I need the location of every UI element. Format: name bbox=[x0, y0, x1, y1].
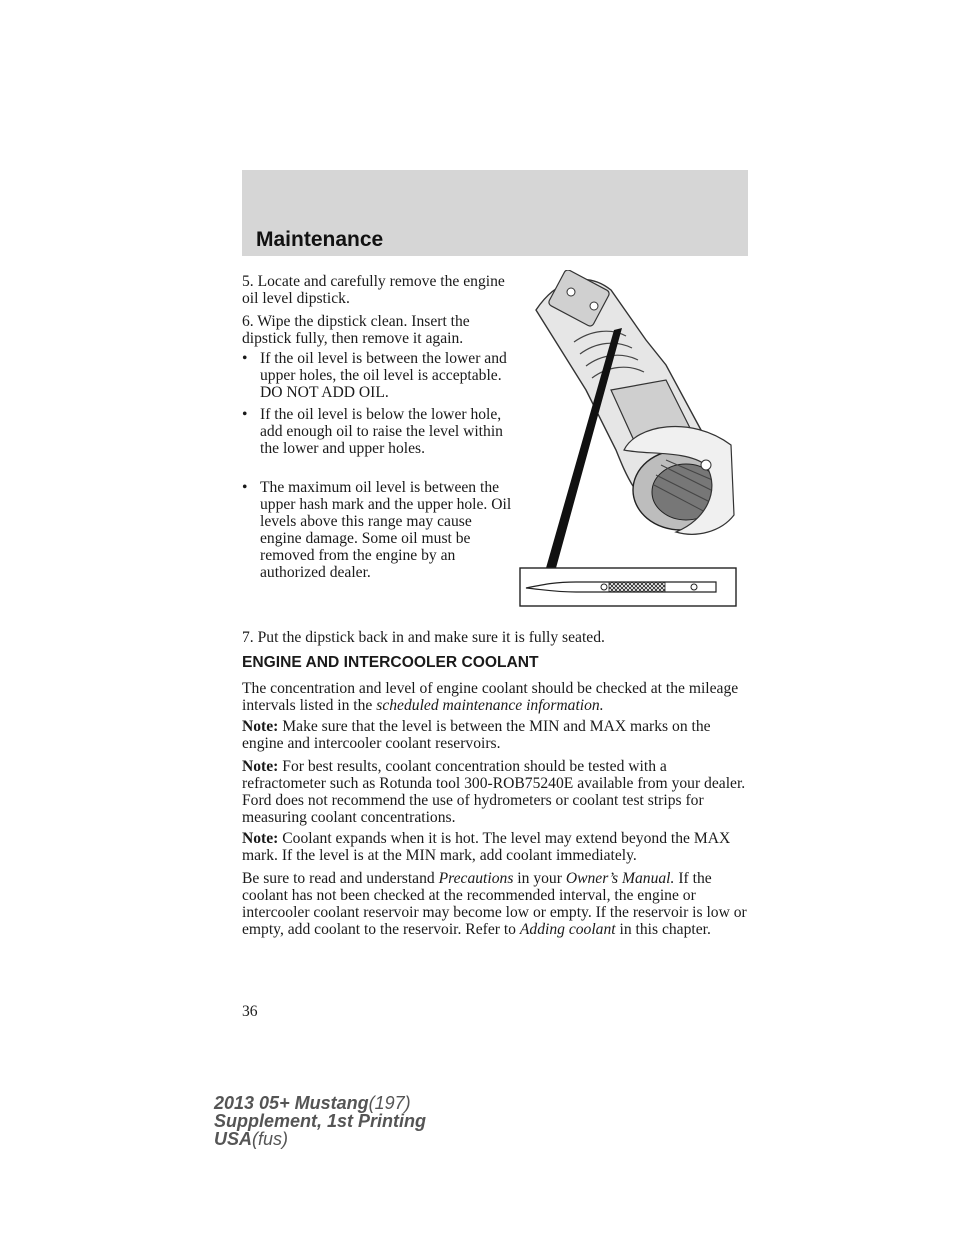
intro-text: The concentration and level of engine coolant should be checked at the mileage intervals listed in the bbox=[242, 680, 739, 714]
scheduled-maintenance-ref: scheduled maintenance information. bbox=[376, 697, 604, 714]
step-7: 7. Put the dipstick back in and make sure it is fully seated. bbox=[242, 629, 605, 646]
adding-coolant-ref: Adding coolant bbox=[519, 921, 616, 938]
paragraph-text: Be sure to read and understand bbox=[242, 870, 435, 887]
bullet-marker: • bbox=[242, 406, 248, 423]
precautions-ref: Precautions bbox=[438, 870, 514, 887]
precautions-paragraph bbox=[242, 870, 750, 938]
bullet-text: The maximum oil level is between the upper hash mark and the upper hole. Oil levels above this range may cause engine damage. Some oil must be removed from the engine by an authorized dealer. bbox=[260, 479, 512, 581]
footer-model: 2013 05+ Mustang bbox=[214, 1093, 369, 1113]
bullet-marker: • bbox=[242, 479, 248, 496]
section-heading: ENGINE AND INTERCOOLER COOLANT bbox=[242, 654, 539, 671]
footer-model-code: (197) bbox=[368, 1093, 411, 1113]
footer-line-1 bbox=[214, 1094, 426, 1112]
note-label: Note: bbox=[242, 718, 279, 735]
owners-manual-ref: Owner’s Manual. bbox=[565, 870, 675, 887]
step-5: 5. Locate and carefully remove the engine oil level dipstick. bbox=[242, 273, 505, 307]
document-footer bbox=[214, 1094, 426, 1148]
note-3 bbox=[242, 830, 750, 864]
bullet-item-2 bbox=[242, 406, 512, 457]
note-text: Make sure that the level is between the MIN and MAX marks on the engine and intercooler coolant reservoirs. bbox=[242, 718, 711, 752]
bullet-text: If the oil level is between the lower and upper holes, the oil level is acceptable. DO NOT ADD OIL. bbox=[260, 350, 507, 401]
page-number: 36 bbox=[242, 1003, 258, 1020]
bullet-text: If the oil level is below the lower hole, add enough oil to raise the level within the lower and upper holes. bbox=[260, 406, 503, 457]
note-text: For best results, coolant concentration should be tested with a refractometer such as Rotunda tool 300-ROB75240E available from your dealer. Ford does not recommend the use of hydrometers or coolant test strips for measuring coolant concentrations. bbox=[242, 758, 746, 826]
footer-market: USA bbox=[214, 1129, 253, 1149]
footer-line-2: Supplement, 1st Printing bbox=[214, 1111, 427, 1131]
coolant-intro bbox=[242, 680, 750, 714]
note-text: Coolant expands when it is hot. The level may extend beyond the MAX mark. If the level is at the MIN mark, add coolant immediately. bbox=[242, 830, 731, 864]
paragraph-text: If the coolant has not been checked at the recommended interval, the engine or intercooler coolant reservoir may become low or empty. If the reservoir is low or empty, add coolant to the reservoir. Refer to bbox=[242, 870, 747, 938]
footer-line-3 bbox=[214, 1130, 426, 1148]
bullet-item-3 bbox=[242, 479, 512, 581]
note-1 bbox=[242, 718, 750, 752]
dipstick-illustration bbox=[516, 270, 740, 610]
note-label: Note: bbox=[242, 758, 279, 775]
step-6: 6. Wipe the dipstick clean. Insert the dipstick fully, then remove it again. bbox=[242, 313, 470, 347]
note-2 bbox=[242, 758, 750, 826]
section-header-band bbox=[242, 170, 748, 256]
section-title: Maintenance bbox=[256, 228, 384, 251]
footer-market-code: (fus) bbox=[252, 1129, 289, 1149]
paragraph-text: in this chapter. bbox=[619, 921, 711, 938]
paragraph-text: in your bbox=[517, 870, 562, 887]
bullet-item-1 bbox=[242, 350, 512, 401]
note-label: Note: bbox=[242, 830, 279, 847]
bullet-marker: • bbox=[242, 350, 248, 367]
